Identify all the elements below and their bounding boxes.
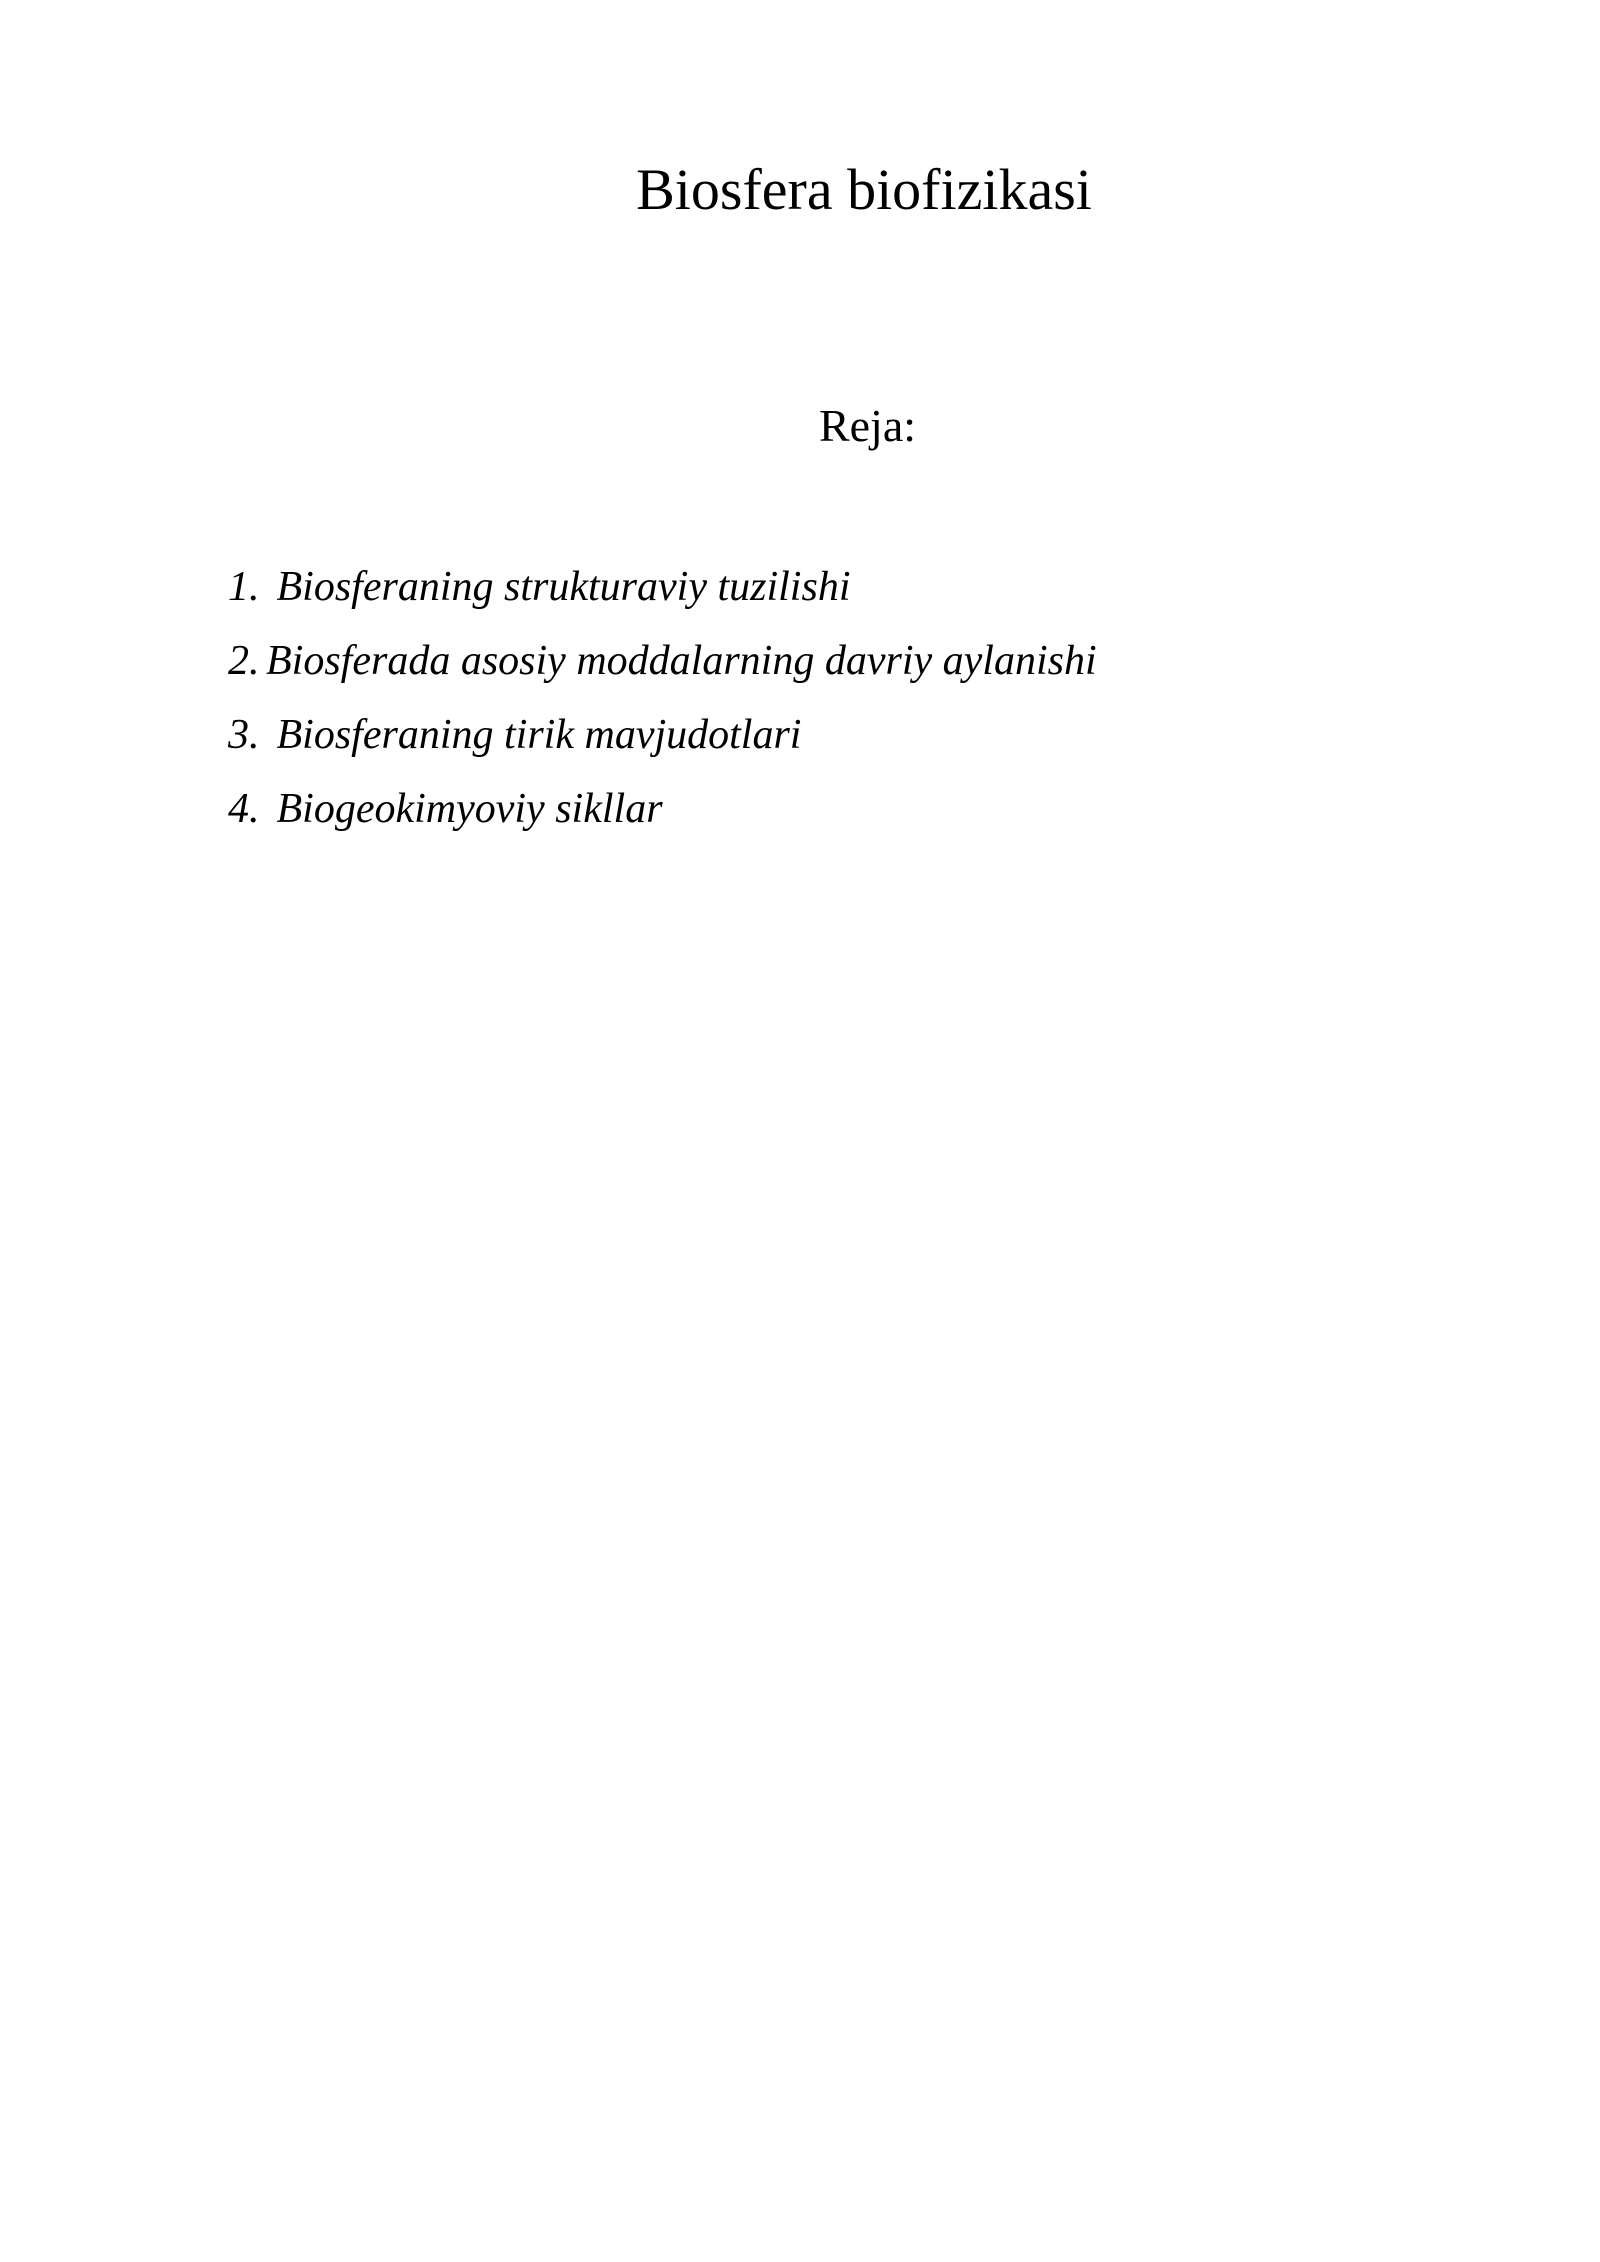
plan-item-1 — [228, 550, 1097, 624]
plan-item-text: Biosferada asosiy moddalarning davriy aylanishi — [266, 638, 1097, 684]
plan-heading: Reja: — [818, 400, 917, 451]
plan-item-2 — [228, 624, 1097, 698]
plan-item-4 — [228, 772, 1097, 846]
page-title: Biosfera biofizikasi — [636, 157, 1092, 222]
plan-item-number: 4. — [228, 786, 260, 832]
plan-item-text: Biogeokimyoviy sikllar — [276, 786, 663, 832]
plan-list — [228, 550, 1097, 846]
plan-item-3 — [228, 698, 1097, 772]
plan-item-number: 1. — [228, 564, 260, 610]
plan-item-text: Biosferaning tirik mavjudotlari — [276, 712, 802, 758]
plan-item-text: Biosferaning strukturaviy tuzilishi — [276, 564, 851, 610]
plan-item-number: 3. — [228, 712, 260, 758]
plan-item-number: 2. — [228, 638, 260, 684]
